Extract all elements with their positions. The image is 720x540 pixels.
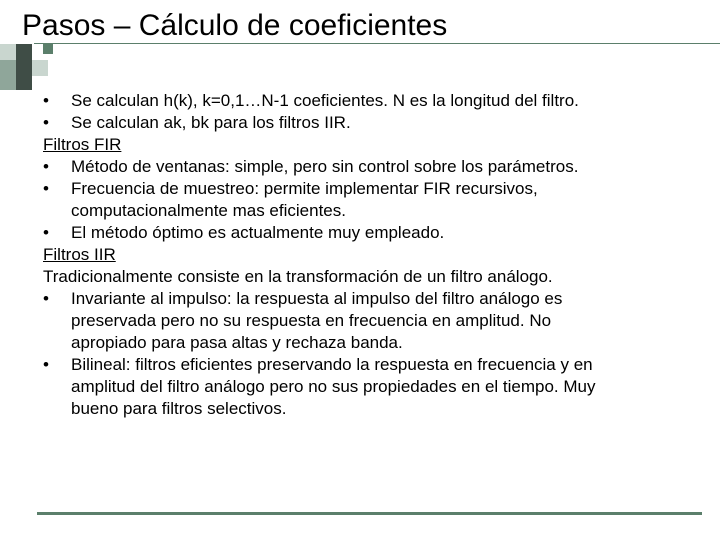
- iir-item-1-line-1: Invariante al impulso: la respuesta al impulso del filtro análogo es: [71, 289, 563, 308]
- iir-item-1-line-2: preservada pero no su respuesta en frecuencia en amplitud. No: [71, 311, 552, 330]
- intro-item-2: Se calculan ak, bk para los filtros IIR.: [71, 113, 351, 132]
- deco-square-light: [32, 60, 48, 76]
- list-item: [43, 288, 703, 354]
- deco-square-dark-2: [16, 60, 32, 90]
- bullet-icon: •: [43, 289, 49, 308]
- bullet-icon: •: [43, 113, 49, 132]
- slide-body: [43, 90, 703, 420]
- slide-title: Pasos – Cálculo de coeficientes: [22, 9, 448, 42]
- footer-rule: [37, 512, 702, 515]
- list-item: [43, 222, 703, 244]
- fir-item-1: Método de ventanas: simple, pero sin control sobre los parámetros.: [71, 157, 579, 176]
- bullet-icon: •: [43, 179, 49, 198]
- bullet-icon: •: [43, 157, 49, 176]
- list-item: [43, 90, 703, 112]
- bullet-icon: •: [43, 91, 49, 110]
- list-item: [43, 156, 703, 178]
- iir-intro: Tradicionalmente consiste en la transformación de un filtro análogo.: [43, 267, 553, 286]
- fir-item-2-line-2: computacionalmente mas eficientes.: [71, 201, 346, 220]
- iir-item-2-line-1: Bilineal: filtros eficientes preservando la respuesta en frecuencia y en: [71, 355, 593, 374]
- deco-square-accent: [43, 44, 53, 54]
- list-item: [43, 354, 703, 420]
- iir-item-1-line-3: apropiado para pasa altas y rechaza banda.: [71, 333, 403, 352]
- deco-square-dark: [16, 44, 32, 60]
- title-underline: [34, 43, 720, 44]
- iir-item-2-line-2: amplitud del filtro análogo pero no sus propiedades en el tiempo. Muy: [71, 377, 596, 396]
- bullet-icon: •: [43, 223, 49, 242]
- deco-square-light-top: [0, 44, 16, 60]
- intro-item-1: Se calculan h(k), k=0,1…N-1 coeficientes. N es la longitud del filtro.: [71, 91, 579, 110]
- fir-heading: Filtros FIR: [43, 135, 122, 154]
- fir-item-2-line-1: Frecuencia de muestreo: permite implementar FIR recursivos,: [71, 179, 538, 198]
- fir-item-3: El método óptimo es actualmente muy empleado.: [71, 223, 445, 242]
- list-item: [43, 178, 703, 222]
- bullet-icon: •: [43, 355, 49, 374]
- iir-item-2-line-3: bueno para filtros selectivos.: [71, 399, 287, 418]
- list-item: [43, 112, 703, 134]
- deco-square-mid: [0, 60, 16, 90]
- iir-heading: Filtros IIR: [43, 245, 116, 264]
